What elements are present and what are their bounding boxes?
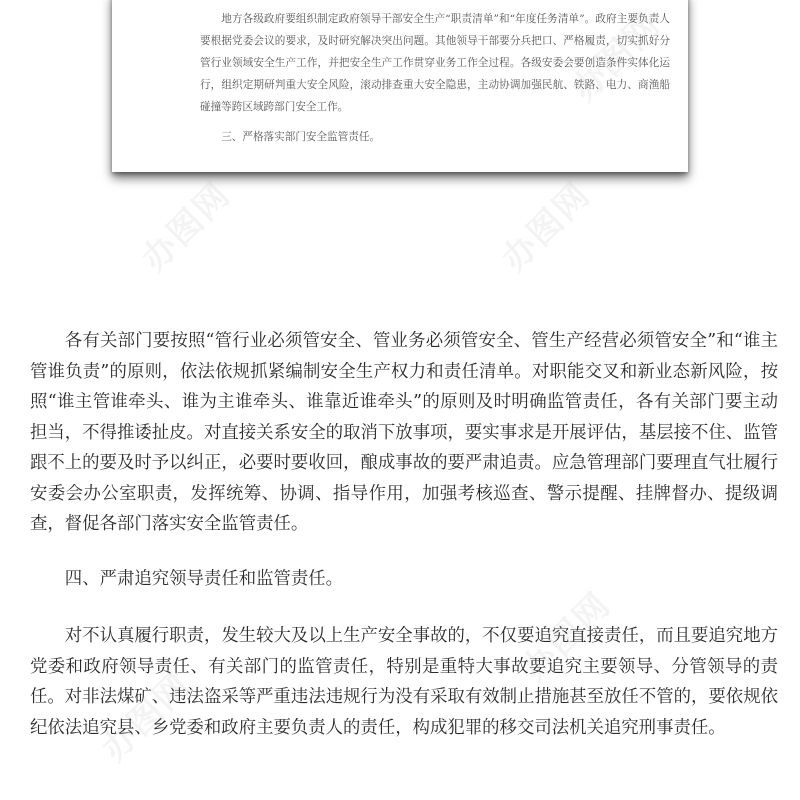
card-section-heading: 三、严格落实部门安全监管责任。 <box>221 131 381 143</box>
card-paragraph: 地方各级政府要组织制定政府领导干部安全生产“职责清单”和“年度任务清单”。政府主要负责人要根据党委会议的要求，及时研究解决突出问题。其他领导干部要分兵把口、严格履责，切实抓好分管行业领域安全生产工作，并把安全生产工作贯穿业务工作全过程。各级安委会要创造条件实体化运行，组织定期研判重大安全风险，滚动排查重大安全隐患，主动协调加强民航、铁路、电力、商渔船碰撞等跨区域跨部门安全工作。 <box>200 13 670 113</box>
watermark: 办图网 <box>494 174 599 280</box>
document-page-preview <box>112 0 688 172</box>
article-paragraph-1: 各有关部门要按照“管行业必须管安全、管业务必须管安全、管生产经营必须管安全”和“谁主管谁负责”的原则，依法依规抓紧编制安全生产权力和责任清单。对职能交叉和新业态新风险，按照“谁主管谁牵头、谁为主谁牵头、谁靠近谁牵头”的原则及时明确监管责任，各有关部门要主动担当，不得推诿扯皮。对直接关系安全的取消下放事项，要实事求是开展评估，基层接不住、监管跟不上的要及时予以纠正，必要时要收回，酿成事故的要严肃追责。应急管理部门要理直气壮履行安委会办公室职责，发挥统筹、协调、指导作用，加强考核巡查、警示提醒、挂牌督办、提级调查，督促各部门落实安全监管责任。 <box>30 331 778 534</box>
article-section-heading: 四、严肃追究领导责任和监管责任。 <box>64 568 344 589</box>
watermark: 办图网 <box>514 584 619 690</box>
watermark: 办图网 <box>94 664 199 770</box>
article-body <box>30 326 778 743</box>
watermark: 办图网 <box>134 174 239 280</box>
article-paragraph-2: 对不认真履行职责，发生较大及以上生产安全事故的，不仅要追究直接责任，而且要追究地方党委和政府领导责任、有关部门的监管责任，特别是重特大事故要追究主要领导、分管领导的责任。对非法煤矿、违法盗采等严重违法违规行为没有采取有效制止措施甚至放任不管的，要依规依纪依法追究县、乡党委和政府主要负责人的责任，构成犯罪的移交司法机关追究刑事责任。 <box>30 626 778 738</box>
document-page-content <box>200 8 670 148</box>
